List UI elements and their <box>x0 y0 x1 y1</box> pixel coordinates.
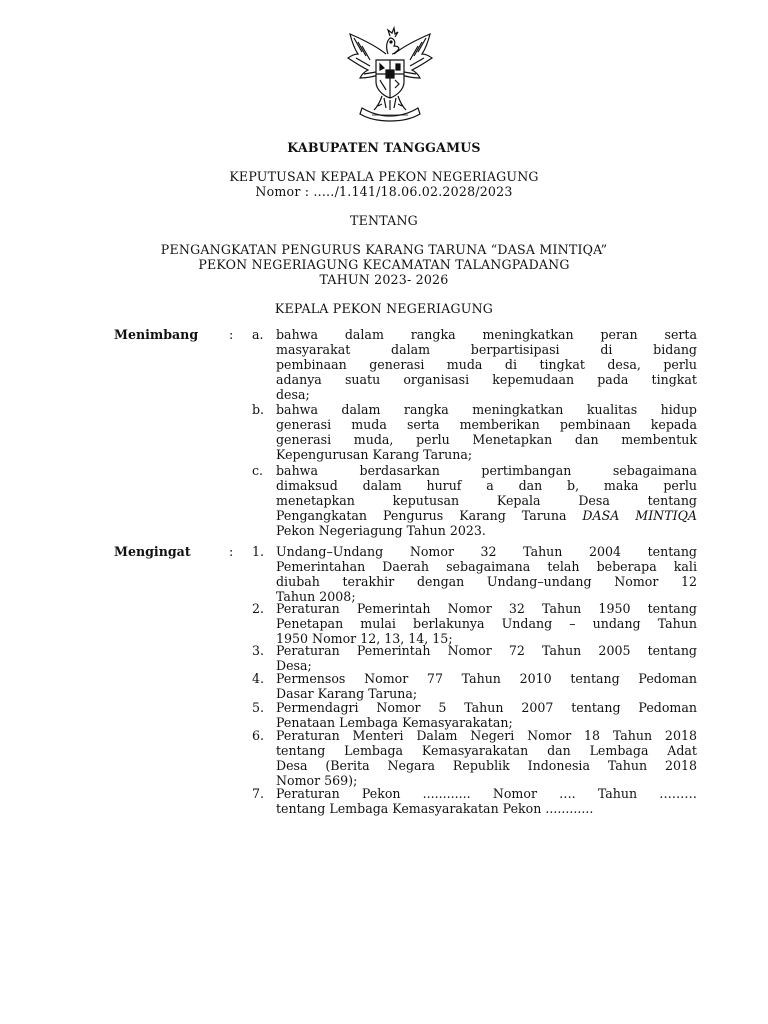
subject-line-2: PEKON NEGERIAGUNG KECAMATAN TALANGPADANG <box>198 257 570 272</box>
text-line: menetapkan keputusan Kepala Desa tentang <box>276 493 697 509</box>
mengingat-item-1 <box>276 544 697 604</box>
text-line: bahwa dalam rangka meningkatkan peran serta <box>276 327 697 342</box>
subject-line-3: TAHUN 2023- 2026 <box>319 272 449 287</box>
text-line: Peraturan Pemerintah Nomor 72 Tahun 2005 tentang <box>276 643 697 658</box>
organization-name: DASA MINTIQA <box>582 508 697 524</box>
mengingat-marker-1: 1. <box>252 544 265 559</box>
text-line: Peraturan Pekon ............ Nomor …. Tahun ……… <box>276 786 697 801</box>
text-line: Nomor 569); <box>276 773 358 789</box>
regency-title: KABUPATEN TANGGAMUS <box>287 140 481 155</box>
text-line: Permensos Nomor 77 Tahun 2010 tentang Pedoman <box>276 671 697 686</box>
text-line: Dasar Karang Taruna; <box>276 686 418 702</box>
text-line: Permendagri Nomor 5 Tahun 2007 tentang Pedoman <box>276 700 697 715</box>
mengingat-item-3 <box>276 643 697 673</box>
text-line: dimaksud dalam huruf a dan b, maka perlu <box>276 478 697 494</box>
menimbang-label: Menimbang <box>114 327 199 342</box>
decree-title: KEPUTUSAN KEPALA PEKON NEGERIAGUNG <box>229 169 539 184</box>
text-line: Desa (Berita Negara Republik Indonesia Tahun 2018 <box>276 758 697 774</box>
text-line: Tahun 2008; <box>276 589 356 605</box>
text-line: masyarakat dalam berpartisipasi di bidang <box>276 342 697 358</box>
mengingat-marker-4: 4. <box>252 671 265 686</box>
menimbang-marker-c: c. <box>252 463 264 478</box>
menimbang-marker-a: a. <box>252 327 264 342</box>
text-line: bahwa dalam rangka meningkatkan kualitas hidup <box>276 402 697 417</box>
text-segment: Pengangkatan Pengurus Karang Taruna <box>276 508 583 524</box>
text-line: desa; <box>276 387 310 403</box>
mengingat-item-4 <box>276 671 697 701</box>
text-line: Pemerintahan Daerah sebagaimana telah beberapa kali <box>276 559 697 575</box>
text-line: diubah terakhir dengan Undang–undang Nomor 12 <box>276 574 697 590</box>
text-line: Penataan Lembaga Kemasyarakatan; <box>276 715 513 731</box>
menimbang-item-a <box>276 327 697 402</box>
text-line: pembinaan generasi muda di tingkat desa, perlu <box>276 357 697 373</box>
text-line: 1950 Nomor 12, 13, 14, 15; <box>276 631 453 647</box>
decree-number: Nomor : ..…/1.141/18.06.02.2028/2023 <box>255 184 513 199</box>
text-line: bahwa berdasarkan pertimbangan sebagaimana <box>276 463 697 478</box>
mengingat-item-7 <box>276 786 697 816</box>
mengingat-item-5 <box>276 700 697 730</box>
mengingat-marker-5: 5. <box>252 700 265 715</box>
garuda-emblem-icon <box>342 24 438 122</box>
mengingat-marker-3: 3. <box>252 643 265 658</box>
subject-line-1: PENGANGKATAN PENGURUS KARANG TARUNA “DASA MINTIQA” <box>160 242 608 257</box>
mengingat-item-2 <box>276 601 697 646</box>
menimbang-item-b <box>276 402 697 462</box>
text-line: Desa; <box>276 658 312 674</box>
menimbang-marker-b: b. <box>252 402 265 417</box>
text-line: tentang Lembaga Kemasyarakatan dan Lembaga Adat <box>276 743 697 759</box>
text-line: Kepengurusan Karang Taruna; <box>276 447 473 463</box>
menimbang-item-c <box>276 463 697 538</box>
mengingat-marker-2: 2. <box>252 601 265 616</box>
text-line: generasi muda, perlu Menetapkan dan membentuk <box>276 432 697 448</box>
text-line: Penetapan mulai berlakunya Undang – undang Tahun <box>276 616 697 632</box>
mengingat-colon: : <box>229 544 234 559</box>
text-line: Undang–Undang Nomor 32 Tahun 2004 tentang <box>276 544 697 559</box>
text-line: tentang Lembaga Kemasyarakatan Pekon ............ <box>276 801 594 817</box>
text-line: generasi muda serta memberikan pembinaan kepada <box>276 417 697 433</box>
mengingat-marker-7: 7. <box>252 786 265 801</box>
text-line: Peraturan Menteri Dalam Negeri Nomor 18 Tahun 2018 <box>276 728 697 743</box>
about-heading: TENTANG <box>350 213 418 228</box>
mengingat-marker-6: 6. <box>252 728 265 743</box>
text-line <box>276 508 697 523</box>
text-line: Peraturan Pemerintah Nomor 32 Tahun 1950 tentang <box>276 601 697 616</box>
mengingat-item-6 <box>276 728 697 788</box>
mengingat-label: Mengingat <box>114 544 191 559</box>
text-line: Pekon Negeriagung Tahun 2023. <box>276 523 486 539</box>
menimbang-colon: : <box>229 327 234 342</box>
text-line: adanya suatu organisasi kepemudaan pada tingkat <box>276 372 697 388</box>
issuer-heading: KEPALA PEKON NEGERIAGUNG <box>274 301 494 316</box>
